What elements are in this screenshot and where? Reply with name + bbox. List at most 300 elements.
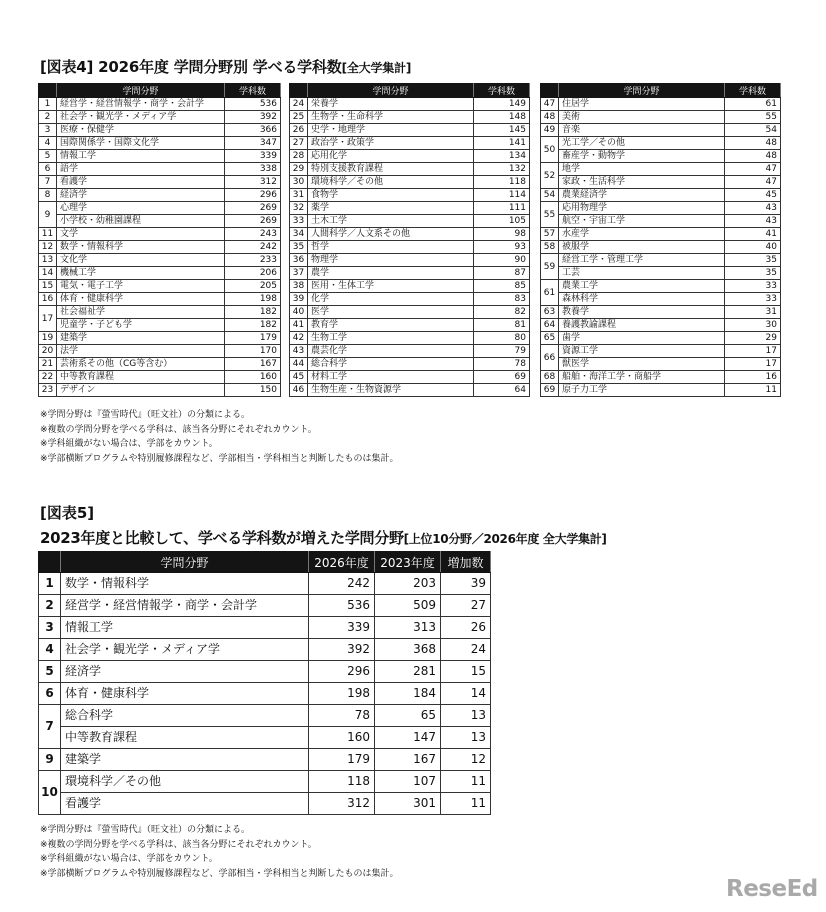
fig4-count-cell: 79: [474, 345, 530, 358]
fig5-rank-cell: 7: [39, 705, 61, 749]
fig4-table-row: [39, 306, 281, 319]
fig4-field-cell: 航空・宇宙工学: [559, 215, 725, 228]
fig4-field-cell: 森林科学: [559, 293, 725, 306]
fig4-count-cell: 148: [474, 111, 530, 124]
fig5-2026-cell: 160: [309, 727, 375, 749]
fig4-rank-cell: 39: [290, 293, 308, 306]
fig5-field-cell: 総合科学: [61, 705, 309, 727]
fig4-count-cell: 134: [474, 150, 530, 163]
fig4-table-row: [39, 254, 281, 267]
fig4-count-cell: 17: [725, 358, 781, 371]
fig4-title: [40, 56, 411, 77]
fig4-header-row: [541, 84, 781, 98]
fig4-rank-cell: 52: [541, 163, 559, 189]
fig4-field-cell: 語学: [57, 163, 225, 176]
fig5-2026-cell: 198: [309, 683, 375, 705]
fig4-note: ※学問分野は『螢雪時代』（旺文社）の分類による。: [40, 410, 251, 420]
fig5-2023-cell: 281: [375, 661, 441, 683]
fig4-rank-cell: 54: [541, 189, 559, 202]
fig5-table-row: [39, 771, 491, 793]
fig4-count-cell: 61: [725, 98, 781, 111]
fig4-field-cell: 機械工学: [57, 267, 225, 280]
fig4-table-row: [290, 306, 530, 319]
fig4-rank-cell: 28: [290, 150, 308, 163]
fig5-header-rank: [39, 552, 61, 573]
fig4-table-row: [39, 280, 281, 293]
fig4-count-cell: 269: [225, 215, 281, 228]
fig5-table-row: [39, 661, 491, 683]
fig4-field-cell: 獣医学: [559, 358, 725, 371]
fig4-header-rank: [541, 84, 559, 98]
fig4-table-row: [541, 306, 781, 319]
fig4-field-cell: 材料工学: [308, 371, 474, 384]
fig4-table-row: [541, 384, 781, 397]
fig4-table-row: [290, 254, 530, 267]
fig4-rank-cell: 27: [290, 137, 308, 150]
fig5-increase-cell: 12: [441, 749, 491, 771]
fig4-table-row: [39, 293, 281, 306]
fig5-header-2023: 2023年度: [375, 552, 441, 573]
fig4-count-cell: 33: [725, 293, 781, 306]
fig4-count-cell: 41: [725, 228, 781, 241]
fig4-rank-cell: 57: [541, 228, 559, 241]
fig4-table-row: [39, 150, 281, 163]
fig5-header-field: 学問分野: [61, 552, 309, 573]
fig5-field-cell: 中等教育課程: [61, 727, 309, 749]
fig5-2023-cell: 509: [375, 595, 441, 617]
fig4-rank-cell: 65: [541, 332, 559, 345]
fig4-count-cell: 243: [225, 228, 281, 241]
fig4-field-cell: デザイン: [57, 384, 225, 397]
fig5-field-cell: 建築学: [61, 749, 309, 771]
fig4-field-cell: 教育学: [308, 319, 474, 332]
fig4-note: ※学科組織がない場合は、学部をカウント。: [40, 439, 218, 449]
fig4-field-cell: 農学: [308, 267, 474, 280]
fig5-table-row: [39, 727, 491, 749]
fig4-count-cell: 182: [225, 319, 281, 332]
fig4-table-row: [39, 241, 281, 254]
fig4-rank-cell: 17: [39, 306, 57, 332]
fig5-2023-cell: 65: [375, 705, 441, 727]
fig4-table-row: [39, 228, 281, 241]
fig4-table-row: [541, 332, 781, 345]
fig4-field-cell: 人間科学／人文系その他: [308, 228, 474, 241]
fig4-count-cell: 145: [474, 124, 530, 137]
fig4-count-cell: 83: [474, 293, 530, 306]
fig5-rank-cell: 1: [39, 573, 61, 595]
fig5-note: ※複数の学問分野を学べる学科は、該当各分野にそれぞれカウント。: [40, 839, 317, 850]
fig4-count-cell: 40: [725, 241, 781, 254]
fig4-table-row: [541, 150, 781, 163]
resed-logo: ReseEd: [726, 876, 818, 902]
fig4-count-cell: 80: [474, 332, 530, 345]
fig4-field-cell: 医療・保健学: [57, 124, 225, 137]
fig5-2023-cell: 368: [375, 639, 441, 661]
fig4-count-cell: 85: [474, 280, 530, 293]
fig4-rank-cell: 25: [290, 111, 308, 124]
fig4-count-cell: 33: [725, 280, 781, 293]
fig4-field-cell: 経営工学・管理工学: [559, 254, 725, 267]
fig4-count-cell: 48: [725, 150, 781, 163]
fig5-2026-cell: 536: [309, 595, 375, 617]
fig4-table-row: [541, 280, 781, 293]
fig4-count-cell: 141: [474, 137, 530, 150]
fig4-field-cell: 数学・情報科学: [57, 241, 225, 254]
fig5-increase-cell: 13: [441, 705, 491, 727]
fig5-2026-cell: 179: [309, 749, 375, 771]
fig5-table: [38, 551, 491, 815]
fig4-table-row: [290, 280, 530, 293]
fig4-field-cell: 美術: [559, 111, 725, 124]
fig4-field-cell: 医学: [308, 306, 474, 319]
fig4-table-row: [541, 371, 781, 384]
fig4-count-cell: 366: [225, 124, 281, 137]
fig4-field-cell: 体育・健康科学: [57, 293, 225, 306]
fig4-table-row: [290, 137, 530, 150]
fig4-field-cell: 児童学・子ども学: [57, 319, 225, 332]
fig5-rank-cell: 3: [39, 617, 61, 639]
fig4-count-cell: 82: [474, 306, 530, 319]
fig5-field-cell: 看護学: [61, 793, 309, 815]
fig4-rank-cell: 46: [290, 384, 308, 397]
fig4-field-cell: 哲学: [308, 241, 474, 254]
fig4-table-row: [39, 163, 281, 176]
fig4-count-cell: 64: [474, 384, 530, 397]
fig4-field-cell: 建築学: [57, 332, 225, 345]
fig4-table-row: [290, 189, 530, 202]
fig4-header-count: 学科数: [225, 84, 281, 98]
fig4-rank-cell: 36: [290, 254, 308, 267]
fig4-table-row: [39, 189, 281, 202]
fig4-rank-cell: 2: [39, 111, 57, 124]
fig4-rank-cell: 6: [39, 163, 57, 176]
fig4-field-cell: 中等教育課程: [57, 371, 225, 384]
fig5-2023-cell: 107: [375, 771, 441, 793]
fig4-table-row: [290, 358, 530, 371]
fig4-rank-cell: 22: [39, 371, 57, 384]
fig4-table-column-2: [289, 83, 530, 397]
fig4-rank-cell: 19: [39, 332, 57, 345]
fig5-field-cell: 経営学・経営情報学・商学・会計学: [61, 595, 309, 617]
fig4-field-cell: 医用・生体工学: [308, 280, 474, 293]
fig4-count-cell: 205: [225, 280, 281, 293]
fig4-field-cell: 養護教諭課程: [559, 319, 725, 332]
fig4-rank-cell: 12: [39, 241, 57, 254]
fig4-count-cell: 16: [725, 371, 781, 384]
fig4-field-cell: 経済学: [57, 189, 225, 202]
fig4-table-row: [39, 345, 281, 358]
fig5-2023-cell: 301: [375, 793, 441, 815]
fig4-table-row: [290, 228, 530, 241]
fig4-field-cell: 小学校・幼稚園課程: [57, 215, 225, 228]
fig4-rank-cell: 63: [541, 306, 559, 319]
fig4-table-row: [290, 332, 530, 345]
fig4-count-cell: 242: [225, 241, 281, 254]
fig4-rank-cell: 32: [290, 202, 308, 215]
fig4-rank-cell: 68: [541, 371, 559, 384]
fig4-header-row: [290, 84, 530, 98]
fig4-field-cell: 食物学: [308, 189, 474, 202]
fig4-field-cell: 薬学: [308, 202, 474, 215]
fig5-notes: [40, 823, 398, 881]
fig4-header-rank: [39, 84, 57, 98]
fig4-field-cell: 生物工学: [308, 332, 474, 345]
fig4-table-row: [541, 293, 781, 306]
fig4-count-cell: 392: [225, 111, 281, 124]
fig4-rank-cell: 66: [541, 345, 559, 371]
fig4-table-row: [541, 358, 781, 371]
fig4-count-cell: 55: [725, 111, 781, 124]
fig4-field-cell: 栄養学: [308, 98, 474, 111]
fig4-count-cell: 17: [725, 345, 781, 358]
fig4-rank-cell: 33: [290, 215, 308, 228]
fig4-field-cell: 農業工学: [559, 280, 725, 293]
fig4-count-cell: 179: [225, 332, 281, 345]
fig4-table-row: [290, 241, 530, 254]
fig4-count-cell: 45: [725, 189, 781, 202]
fig5-title: [40, 527, 607, 548]
fig5-note: ※学科組織がない場合は、学部をカウント。: [40, 854, 218, 864]
fig4-field-cell: 応用化学: [308, 150, 474, 163]
fig4-count-cell: 149: [474, 98, 530, 111]
fig5-label: [図表5]: [40, 504, 95, 522]
fig4-count-cell: 198: [225, 293, 281, 306]
fig4-field-cell: 農芸化学: [308, 345, 474, 358]
fig4-count-cell: 182: [225, 306, 281, 319]
fig4-table-row: [541, 189, 781, 202]
fig5-2026-cell: 118: [309, 771, 375, 793]
fig4-field-cell: 家政・生活科学: [559, 176, 725, 189]
fig4-notes: [40, 408, 398, 466]
fig5-2023-cell: 184: [375, 683, 441, 705]
fig4-rank-cell: 45: [290, 371, 308, 384]
fig4-field-cell: 工芸: [559, 267, 725, 280]
fig4-table-row: [39, 267, 281, 280]
fig4-rank-cell: 1: [39, 98, 57, 111]
fig4-rank-cell: 16: [39, 293, 57, 306]
fig5-increase-cell: 13: [441, 727, 491, 749]
fig5-increase-cell: 27: [441, 595, 491, 617]
fig4-table-row: [541, 345, 781, 358]
fig4-field-cell: 文化学: [57, 254, 225, 267]
fig4-table-row: [541, 124, 781, 137]
fig4-count-cell: 78: [474, 358, 530, 371]
fig5-2026-cell: 312: [309, 793, 375, 815]
fig4-field-cell: 畜産学・動物学: [559, 150, 725, 163]
fig4-count-cell: 114: [474, 189, 530, 202]
fig4-rank-cell: 31: [290, 189, 308, 202]
fig4-table-row: [290, 150, 530, 163]
fig4-count-cell: 54: [725, 124, 781, 137]
fig4-count-cell: 47: [725, 163, 781, 176]
fig4-header-field: 学問分野: [559, 84, 725, 98]
fig4-count-cell: 31: [725, 306, 781, 319]
fig4-title-text: [図表4] 2026年度 学問分野別 学べる学科数: [40, 58, 342, 76]
fig5-2023-cell: 167: [375, 749, 441, 771]
fig4-rank-cell: 26: [290, 124, 308, 137]
fig4-rank-cell: 50: [541, 137, 559, 163]
fig4-header-rank: [290, 84, 308, 98]
fig4-table-row: [541, 163, 781, 176]
fig4-table-row: [541, 111, 781, 124]
fig4-table-row: [290, 124, 530, 137]
fig4-table-row: [290, 163, 530, 176]
fig4-table-row: [290, 345, 530, 358]
fig4-note: ※学部横断プログラムや特別履修課程など、学部相当・学科相当と判断したものは集計。: [40, 453, 399, 464]
fig4-table-row: [541, 254, 781, 267]
fig4-table-row: [541, 319, 781, 332]
fig4-field-cell: 船舶・海洋工学・商船学: [559, 371, 725, 384]
fig4-table-row: [290, 293, 530, 306]
fig4-count-cell: 93: [474, 241, 530, 254]
fig4-field-cell: 総合科学: [308, 358, 474, 371]
fig4-header-row: [39, 84, 281, 98]
fig4-rank-cell: 9: [39, 202, 57, 228]
fig4-count-cell: 30: [725, 319, 781, 332]
fig4-field-cell: 応用物理学: [559, 202, 725, 215]
fig4-rank-cell: 37: [290, 267, 308, 280]
fig4-table-row: [39, 332, 281, 345]
fig4-count-cell: 81: [474, 319, 530, 332]
fig4-field-cell: 環境科学／その他: [308, 176, 474, 189]
fig4-rank-cell: 30: [290, 176, 308, 189]
fig4-rank-cell: 48: [541, 111, 559, 124]
fig4-count-cell: 29: [725, 332, 781, 345]
fig4-table-row: [290, 319, 530, 332]
fig4-table-row: [39, 124, 281, 137]
fig5-2026-cell: 392: [309, 639, 375, 661]
fig4-count-cell: 111: [474, 202, 530, 215]
fig4-rank-cell: 24: [290, 98, 308, 111]
fig4-table-row: [290, 215, 530, 228]
fig5-2026-cell: 242: [309, 573, 375, 595]
fig4-table-row: [39, 319, 281, 332]
fig4-field-cell: 経営学・経営情報学・商学・会計学: [57, 98, 225, 111]
fig5-table-row: [39, 793, 491, 815]
fig4-count-cell: 536: [225, 98, 281, 111]
fig4-rank-cell: 7: [39, 176, 57, 189]
fig4-rank-cell: 42: [290, 332, 308, 345]
fig4-rank-cell: 29: [290, 163, 308, 176]
fig4-table-row: [290, 384, 530, 397]
fig4-count-cell: 43: [725, 215, 781, 228]
fig4-field-cell: 社会学・観光学・メディア学: [57, 111, 225, 124]
fig4-rank-cell: 55: [541, 202, 559, 228]
fig4-table-row: [541, 228, 781, 241]
fig5-header-2026: 2026年度: [309, 552, 375, 573]
fig5-increase-cell: 24: [441, 639, 491, 661]
fig4-count-cell: 150: [225, 384, 281, 397]
fig5-header-increase: 増加数: [441, 552, 491, 573]
fig4-count-cell: 87: [474, 267, 530, 280]
fig4-table-row: [541, 176, 781, 189]
fig5-field-cell: 体育・健康科学: [61, 683, 309, 705]
fig5-rank-cell: 10: [39, 771, 61, 815]
fig5-2026-cell: 296: [309, 661, 375, 683]
fig4-field-cell: 音楽: [559, 124, 725, 137]
fig4-rank-cell: 59: [541, 254, 559, 280]
fig4-table-row: [39, 384, 281, 397]
fig4-rank-cell: 35: [290, 241, 308, 254]
fig5-2026-cell: 78: [309, 705, 375, 727]
fig4-table-row: [39, 98, 281, 111]
fig5-increase-cell: 15: [441, 661, 491, 683]
fig4-table-row: [290, 98, 530, 111]
fig4-field-cell: 社会福祉学: [57, 306, 225, 319]
fig4-field-cell: 光工学／その他: [559, 137, 725, 150]
fig4-table-row: [290, 202, 530, 215]
fig4-table-row: [290, 267, 530, 280]
fig5-rank-cell: 4: [39, 639, 61, 661]
fig5-rank-cell: 6: [39, 683, 61, 705]
fig4-count-cell: 35: [725, 254, 781, 267]
fig4-field-cell: 原子力工学: [559, 384, 725, 397]
fig5-rank-cell: 2: [39, 595, 61, 617]
fig4-rank-cell: 58: [541, 241, 559, 254]
fig4-count-cell: 69: [474, 371, 530, 384]
fig4-field-cell: 教養学: [559, 306, 725, 319]
fig4-field-cell: 文学: [57, 228, 225, 241]
fig4-table-row: [39, 176, 281, 189]
fig4-rank-cell: 44: [290, 358, 308, 371]
fig5-rank-cell: 5: [39, 661, 61, 683]
fig4-count-cell: 269: [225, 202, 281, 215]
fig4-rank-cell: 34: [290, 228, 308, 241]
fig4-rank-cell: 8: [39, 189, 57, 202]
fig4-rank-cell: 3: [39, 124, 57, 137]
fig5-title-text: 2023年度と比較して、学べる学科数が増えた学問分野: [40, 529, 404, 547]
fig4-field-cell: 特別支援教育課程: [308, 163, 474, 176]
fig4-table-row: [541, 202, 781, 215]
fig4-rank-cell: 64: [541, 319, 559, 332]
fig4-field-cell: 地学: [559, 163, 725, 176]
fig4-field-cell: 住居学: [559, 98, 725, 111]
fig5-header-row: [39, 552, 491, 573]
fig4-rank-cell: 41: [290, 319, 308, 332]
fig4-header-field: 学問分野: [308, 84, 474, 98]
fig5-increase-cell: 26: [441, 617, 491, 639]
fig4-table-row: [541, 267, 781, 280]
fig4-field-cell: 農業経済学: [559, 189, 725, 202]
fig5-table-row: [39, 749, 491, 771]
fig4-field-cell: 政治学・政策学: [308, 137, 474, 150]
fig4-field-cell: 史学・地理学: [308, 124, 474, 137]
fig4-table-row: [541, 215, 781, 228]
fig4-count-cell: 347: [225, 137, 281, 150]
fig4-count-cell: 233: [225, 254, 281, 267]
fig5-2023-cell: 147: [375, 727, 441, 749]
fig4-rank-cell: 43: [290, 345, 308, 358]
fig5-field-cell: 数学・情報科学: [61, 573, 309, 595]
fig4-subtitle: [全大学集計]: [341, 61, 412, 75]
fig4-rank-cell: 21: [39, 358, 57, 371]
fig4-header-count: 学科数: [725, 84, 781, 98]
fig4-field-cell: 歯学: [559, 332, 725, 345]
fig5-table-row: [39, 683, 491, 705]
fig4-count-cell: 11: [725, 384, 781, 397]
fig4-table-row: [541, 98, 781, 111]
fig5-2026-cell: 339: [309, 617, 375, 639]
fig4-count-cell: 338: [225, 163, 281, 176]
fig4-count-cell: 312: [225, 176, 281, 189]
fig5-increase-cell: 11: [441, 771, 491, 793]
fig4-count-cell: 48: [725, 137, 781, 150]
fig4-rank-cell: 4: [39, 137, 57, 150]
fig4-table-row: [39, 358, 281, 371]
fig4-field-cell: 芸術系その他（CG等含む）: [57, 358, 225, 371]
fig4-rank-cell: 61: [541, 280, 559, 306]
fig4-field-cell: 心理学: [57, 202, 225, 215]
